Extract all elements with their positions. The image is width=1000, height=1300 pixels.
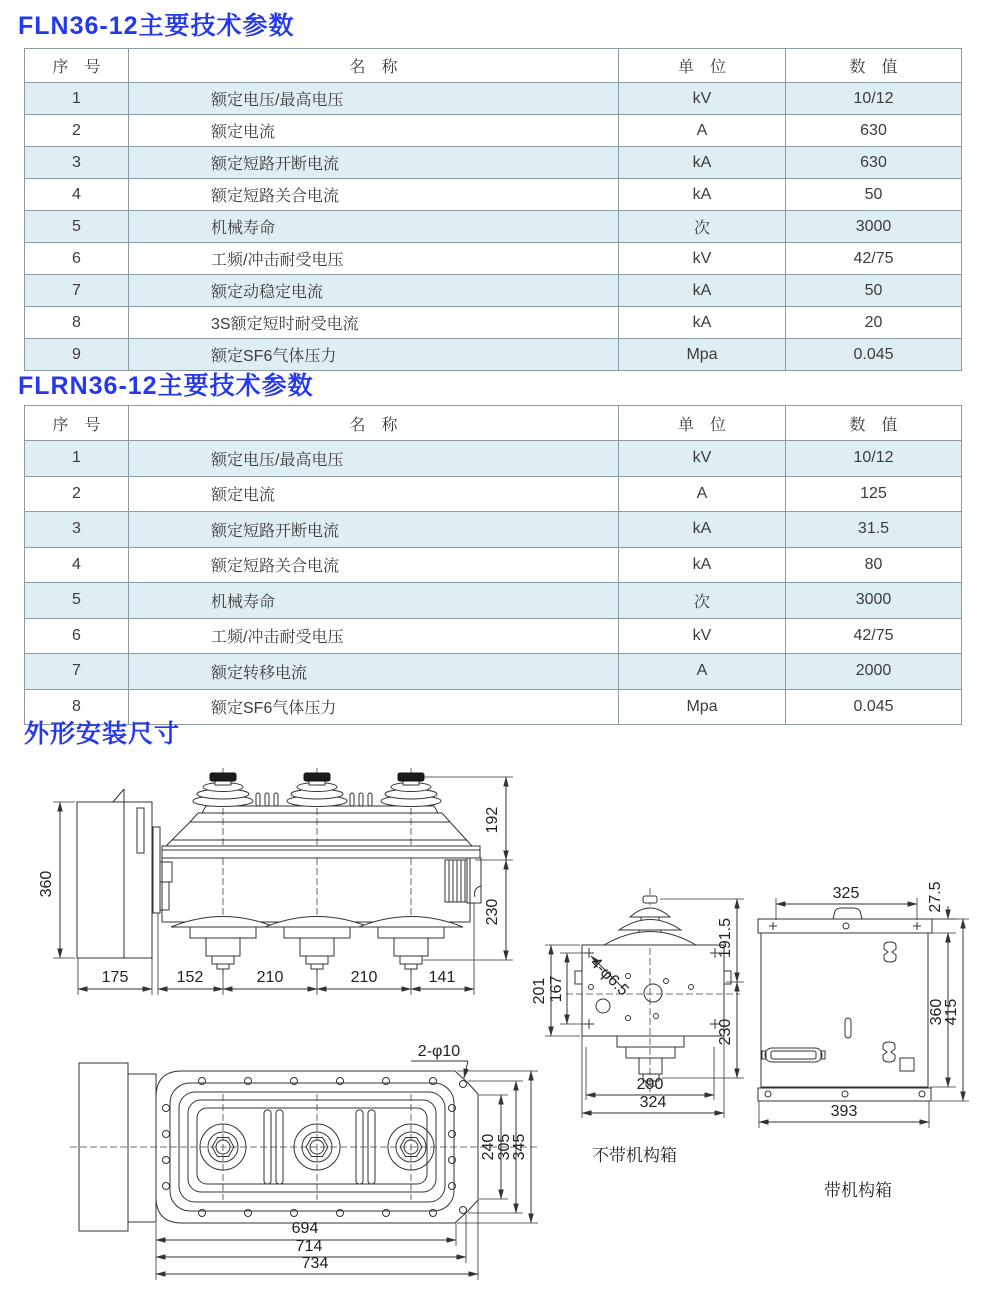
table-cell: 额定电流 [129, 476, 619, 512]
table-cell: 2000 [786, 654, 962, 690]
table-cell: 1 [25, 83, 129, 115]
dim-label: 230 [484, 898, 501, 926]
table-cell: 42/75 [786, 618, 962, 654]
table-cell: 3S额定短时耐受电流 [129, 307, 619, 339]
connector-cutout [765, 1048, 822, 1062]
table-row [25, 307, 962, 339]
table-cell: 630 [786, 115, 962, 147]
table-cell: kA [619, 147, 786, 179]
dim-label: 210 [350, 969, 378, 986]
table-cell: 80 [786, 547, 962, 583]
table-cell: kV [619, 243, 786, 275]
table-row [25, 512, 962, 548]
table-cell: 额定SF6气体压力 [129, 339, 619, 371]
table-cell: kA [619, 547, 786, 583]
table-cell: 5 [25, 583, 129, 619]
table-cell: 2 [25, 115, 129, 147]
dim-label: 345 [511, 1133, 528, 1161]
table-row [25, 275, 962, 307]
table-cell: A [619, 476, 786, 512]
dim-label: 290 [636, 1076, 664, 1093]
column-header: 名 称 [129, 49, 619, 83]
dim-label: 167 [548, 975, 565, 1003]
tank-body [162, 858, 470, 922]
page-title-dimensions: 外形安装尺寸 [24, 720, 181, 748]
dim-label: 192 [484, 806, 501, 834]
column-header: 单 位 [619, 49, 786, 83]
table-row [25, 147, 962, 179]
table-cell: 7 [25, 275, 129, 307]
bottom-flange [758, 1088, 931, 1101]
table-cell: 额定SF6气体压力 [129, 689, 619, 725]
table-cell: 机械寿命 [129, 583, 619, 619]
table-cell: 6 [25, 243, 129, 275]
table-cell: kA [619, 179, 786, 211]
dim-label: 201 [531, 977, 548, 1005]
dim-label: 240 [480, 1133, 497, 1161]
dim-label: 393 [830, 1103, 858, 1120]
table-header-row [25, 49, 962, 83]
table-cell: A [619, 654, 786, 690]
dim-label: 210 [256, 969, 284, 986]
table-row [25, 211, 962, 243]
table-row [25, 583, 962, 619]
keyhole-cutout [884, 942, 896, 962]
dim-label: 324 [639, 1094, 667, 1111]
table-row [25, 179, 962, 211]
table-cell: 5 [25, 211, 129, 243]
dim-label: 230 [717, 1018, 734, 1046]
column-header: 数 值 [786, 49, 962, 83]
dimension-drawings [0, 760, 1000, 1300]
table-cell: 0.045 [786, 339, 962, 371]
table-cell: 3000 [786, 583, 962, 619]
table-cell: 2 [25, 476, 129, 512]
table-row [25, 654, 962, 690]
table-cell: 630 [786, 147, 962, 179]
table-cell: 次 [619, 211, 786, 243]
fln36-parameters-table [24, 48, 962, 371]
table-cell: 125 [786, 476, 962, 512]
dim-label: 694 [291, 1220, 319, 1237]
dim-label: 415 [943, 998, 960, 1026]
mech-box-caption: 带机构箱 [824, 1181, 892, 1200]
tank-lid [162, 846, 480, 858]
table-cell: 额定短路开断电流 [129, 512, 619, 548]
table-cell: 42/75 [786, 243, 962, 275]
hole-callout: 4-φ6.5 [586, 954, 632, 1000]
table-cell: 工频/冲击耐受电压 [129, 618, 619, 654]
table-cell: 额定电压/最高电压 [129, 441, 619, 477]
table-cell: Mpa [619, 339, 786, 371]
table-cell: 0.045 [786, 689, 962, 725]
table-row [25, 476, 962, 512]
table-cell: A [619, 115, 786, 147]
table-cell: kV [619, 441, 786, 477]
table-cell: 额定动稳定电流 [129, 275, 619, 307]
table-cell: 8 [25, 689, 129, 725]
table-cell: 3000 [786, 211, 962, 243]
dim-label: 141 [428, 969, 456, 986]
table-cell: 4 [25, 179, 129, 211]
dim-label: 191.5 [717, 917, 734, 959]
keyhole-cutout [883, 1042, 895, 1062]
table-cell: 7 [25, 654, 129, 690]
dim-label: 714 [295, 1238, 323, 1255]
column-header: 单 位 [619, 406, 786, 441]
table-row [25, 243, 962, 275]
dim-label: 175 [101, 969, 129, 986]
top-flange [758, 919, 932, 933]
dim-label: 305 [496, 1133, 513, 1161]
table-cell: 50 [786, 179, 962, 211]
column-header: 数 值 [786, 406, 962, 441]
top-view-drawing [70, 1043, 540, 1280]
page-title-flrn36: FLRN36-12主要技术参数 [18, 372, 314, 400]
table-cell: 额定短路开断电流 [129, 147, 619, 179]
mechanism-box-side [77, 802, 152, 958]
table-cell: kV [619, 83, 786, 115]
table-cell: 10/12 [786, 441, 962, 477]
front-view-drawing [531, 888, 744, 1165]
table-cell: 4 [25, 547, 129, 583]
column-header: 序 号 [25, 49, 129, 83]
side-view-drawing [38, 768, 513, 995]
table-cell: kA [619, 307, 786, 339]
table-cell: 3 [25, 512, 129, 548]
column-header: 名 称 [129, 406, 619, 441]
dim-label: 734 [301, 1255, 329, 1272]
table-cell: 1 [25, 441, 129, 477]
mechanism-box-front [761, 933, 928, 1087]
table-cell: kV [619, 618, 786, 654]
table-row [25, 547, 962, 583]
table-row [25, 618, 962, 654]
table-cell: 31.5 [786, 512, 962, 548]
column-header: 序 号 [25, 406, 129, 441]
dim-label: 360 [928, 998, 945, 1026]
table-header-row [25, 406, 962, 441]
table-row [25, 83, 962, 115]
table-cell: 次 [619, 583, 786, 619]
table-cell: 50 [786, 275, 962, 307]
table-cell: 10/12 [786, 83, 962, 115]
dim-label: 152 [176, 969, 204, 986]
table-cell: kA [619, 275, 786, 307]
mech-box-drawing [758, 881, 969, 1200]
table-cell: 8 [25, 307, 129, 339]
table-cell: 6 [25, 618, 129, 654]
page-title-fln36: FLN36-12主要技术参数 [18, 12, 295, 40]
dim-label: 27.5 [927, 881, 944, 913]
table-cell: kA [619, 512, 786, 548]
table-cell: 额定电流 [129, 115, 619, 147]
flrn36-parameters-table [24, 405, 962, 725]
table-row [25, 441, 962, 477]
table-cell: 工频/冲击耐受电压 [129, 243, 619, 275]
table-cell: 9 [25, 339, 129, 371]
dim-label: 360 [38, 870, 55, 898]
dim-label: 325 [832, 885, 860, 902]
table-cell: 额定短路关合电流 [129, 547, 619, 583]
table-cell: 额定转移电流 [129, 654, 619, 690]
table-cell: 额定电压/最高电压 [129, 83, 619, 115]
front-view-caption: 不带机构箱 [592, 1146, 677, 1165]
table-cell: 3 [25, 147, 129, 179]
hole-callout: 2-φ10 [417, 1043, 461, 1060]
table-cell: 额定短路关合电流 [129, 179, 619, 211]
table-cell: 机械寿命 [129, 211, 619, 243]
table-cell: 20 [786, 307, 962, 339]
table-cell: Mpa [619, 689, 786, 725]
table-row [25, 115, 962, 147]
